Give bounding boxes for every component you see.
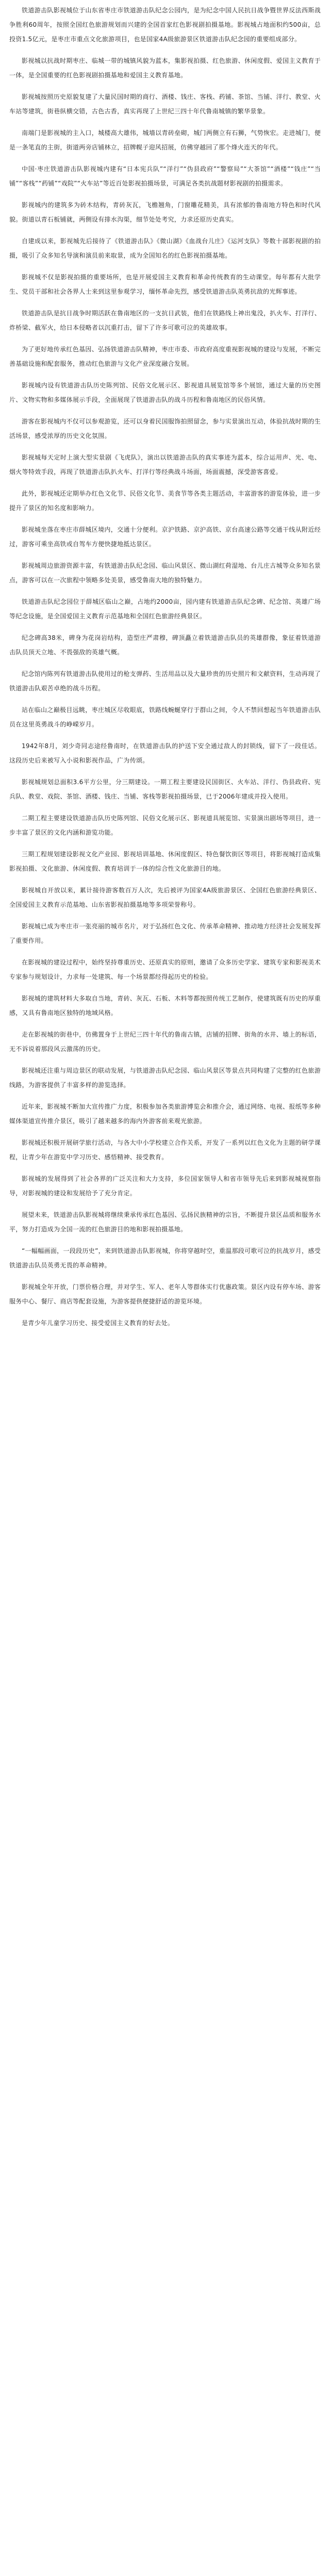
paragraph: 二期工程主要建设铁道游击队历史陈列馆、民俗文化展示区、影视道具展览馆、实景演出剧场等项目，进一步丰富了景区的文化内涵和游览功能。: [9, 815, 321, 836]
paragraph: 中国·枣庄铁道游击队影视城内建有“日本宪兵队”“洋行”“伪县政府”“警察局”“大茶馆”“酒楼”“钱庄”“当铺”“客栈”“药铺”“戏院”“火车站”等近百处影视拍摄场景，可满足各类抗战题材影视剧的拍摄需求。: [9, 165, 321, 187]
paragraph: 站在临山之巅极目远眺，枣庄城区尽收眼底，铁路线蜿蜒穿行于群山之间，令人不禁回想起当年铁道游击队员在这里英勇战斗的峥嵘岁月。: [9, 706, 321, 728]
paragraph: 铁道游击队纪念园位于薛城区临山之巅，占地约2000亩，园内建有铁道游击队纪念碑、纪念馆、英雄广场等纪念设施，是全国爱国主义教育示范基地和全国红色旅游经典景区。: [9, 598, 321, 620]
paragraph: 影视城以抗战时期枣庄、临城一带的城镇风貌为蓝本，集影视拍摄、红色旅游、休闲度假、爱国主义教育于一体，是全国重要的红色影视剧拍摄基地和爱国主义教育基地。: [9, 57, 321, 79]
paragraph: 影视城周边旅游资源丰富，有铁道游击队纪念园、临山风景区、微山湖红荷湿地、台儿庄古城等众多知名景点，游客可以在一次旅程中领略多处美景，感受鲁南大地的独特魅力。: [9, 562, 321, 584]
paragraph: 影视城内设有铁道游击队历史陈列馆、民俗文化展示区、影视道具展览馆等多个展馆，通过大量的历史图片、文物实物和多媒体展示手段，全面展现了铁道游击队的战斗历程和鲁南地区的民俗风情。: [9, 382, 321, 403]
paragraph: 在影视城的建设过程中，始终坚持尊重历史、还原真实的原则，邀请了众多历史学家、建筑专家和影视美术专家参与规划设计，力求每一处建筑、每一个场景都经得起历史的检验。: [9, 959, 321, 980]
paragraph: 影视城自开放以来，累计接待游客数百万人次，先后被评为国家4A级旅游景区、全国红色旅游经典景区、全国爱国主义教育示范基地、山东省影视拍摄基地等多项荣誉称号。: [9, 887, 321, 908]
paragraph: 影视城已成为枣庄市一张亮丽的城市名片，对于弘扬红色文化、传承革命精神、推动地方经济社会发展发挥了重要作用。: [9, 923, 321, 944]
paragraph: 影视城规划总面积3.6平方公里，分三期建设。一期工程主要建设民国街区、火车站、洋行、伪县政府、宪兵队、教堂、戏院、茶馆、酒楼、钱庄、当铺、客栈等影视拍摄场景，已于2006年建成并投入使用。: [9, 778, 321, 800]
paragraph: 影视城还注重与周边景区的联动发展，与铁道游击队纪念园、临山风景区等景点共同构建了完整的红色旅游线路，为游客提供了丰富多样的游览选择。: [9, 1067, 321, 1089]
paragraph: 铁道游击队影视城位于山东省枣庄市铁道游击队纪念公园内，是为纪念中国人民抗日战争暨世界反法西斯战争胜利60周年，按照全国红色旅游规划而兴建的全国首家红色影视剧拍摄基地。影视城占地面积约500亩，总投资1.5亿元，是枣庄市重点文化旅游项目，也是国家4A级旅游景区铁道游击队纪念园的重要组成部分。: [9, 7, 321, 43]
paragraph: 走在影视城的街巷中，仿佛置身于上世纪三四十年代的鲁南古镇，店铺的招牌、街角的水井、墙上的标语，无不诉说着那段风云激荡的历史。: [9, 1031, 321, 1053]
paragraph: 影视城不仅是影视拍摄的重要场所，也是开展爱国主义教育和革命传统教育的生动课堂。每年都有大批学生、党员干部和社会各界人士来到这里参观学习，缅怀革命先烈，感受铁道游击队英勇抗敌的光辉事迹。: [9, 274, 321, 295]
paragraph: 为了更好地传承红色基因、弘扬铁道游击队精神，枣庄市委、市政府高度重视影视城的建设与发展，不断完善基础设施和配套服务，推动红色旅游与文化产业深度融合发展。: [9, 346, 321, 367]
paragraph: 影视城每天定时上演大型实景剧《飞虎队》，演出以铁道游击队的真实事迹为蓝本，综合运用声、光、电、烟火等特效手段，再现了铁道游击队扒火车、打洋行等经典战斗场面，场面震撼，深受游客喜爱。: [9, 454, 321, 476]
paragraph: 此外，影视城还定期举办红色文化节、民俗文化节、美食节等各类主题活动，丰富游客的游览体验，进一步提升了景区的知名度和影响力。: [9, 490, 321, 512]
paragraph: 影视城还积极开展研学旅行活动，与各大中小学校建立合作关系，开发了一系列以红色文化为主题的研学课程，让青少年在游览中学习历史、感悟精神、接受教育。: [9, 1139, 321, 1161]
paragraph: 影视城内的建筑多为砖木结构，青砖灰瓦，飞檐翘角，门窗雕花精美，具有浓郁的鲁南地方特色和时代风貌。街道以青石板铺就，两侧设有排水沟渠，细节处处考究，力求还原历史真实。: [9, 201, 321, 223]
paragraph: 影视城全年开放，门票价格合理，并对学生、军人、老年人等群体实行优惠政策。景区内设有停车场、游客服务中心、餐厅、商店等配套设施，为游客提供便捷舒适的游览环境。: [9, 1283, 321, 1305]
paragraph: 纪念馆内陈列有铁道游击队使用过的枪支弹药、生活用品以及大量珍贵的历史照片和文献资料，生动再现了铁道游击队艰苦卓绝的战斗历程。: [9, 670, 321, 692]
paragraph: 南端门是影视城的主入口，城楼高大雄伟，城墙以青砖垒砌，城门两侧立有石狮，气势恢宏。走进城门，便是一条笔直的主街，街道两旁店铺林立，招牌幌子迎风招展，仿佛穿越回了那个烽火连天的年代。: [9, 129, 321, 151]
paragraph: 影视城坐落在枣庄市薛城区境内，交通十分便利。京沪铁路、京沪高铁、京台高速公路等交通干线从附近经过，游客可乘坐高铁或自驾车方便快捷地抵达景区。: [9, 526, 321, 548]
paragraph: 是青少年儿童学习历史、接受爱国主义教育的好去处。: [22, 1319, 174, 1327]
paragraph: “一幅幅画面，一段段历史”，来到铁道游击队影视城，你将穿越时空，重温那段可歌可泣的抗战岁月，感受铁道游击队员英勇无畏的革命精神。: [9, 1247, 321, 1269]
paragraph: 游客在影视城内不仅可以参观游览，还可以身着民国服饰拍照留念，参与实景演出互动，体验抗战时期的生活场景，感受浓厚的历史文化氛围。: [9, 418, 321, 439]
paragraph: 展望未来，铁道游击队影视城将继续秉承传承红色基因、弘扬民族精神的宗旨，不断提升景区品质和服务水平，努力打造成为全国一流的红色旅游目的地和影视拍摄基地。: [9, 1211, 321, 1233]
paragraph: 自建成以来，影视城先后接待了《铁道游击队》《微山湖》《血战台儿庄》《运河支队》等数十部影视剧的拍摄，吸引了众多知名导演和演员前来取景，成为全国知名的红色影视拍摄基地。: [9, 238, 321, 259]
paragraph: 近年来，影视城不断加大宣传推广力度，积极参加各类旅游博览会和推介会，通过网络、电视、报纸等多种媒体渠道宣传推介景区，吸引了越来越多的海内外游客前来观光旅游。: [9, 1103, 321, 1125]
paragraph: 影视城的建筑材料大多取自当地，青砖、灰瓦、石板、木料等都按照传统工艺制作，使建筑既有历史的厚重感，又具有鲁南地区独特的地域风格。: [9, 995, 321, 1016]
paragraph: 影视城按照历史原貌复建了大量民国时期的商行、酒楼、钱庄、客栈、药铺、茶馆、当铺、洋行、教堂、火车站等建筑，街巷纵横交错，古色古香，真实再现了上世纪三四十年代鲁南城镇的繁华景象。: [9, 93, 321, 115]
paragraph: 影视城的发展得到了社会各界的广泛关注和大力支持，多位国家领导人和省市领导先后来到影视城视察指导，对影视城的建设和发展给予了充分肯定。: [9, 1175, 321, 1197]
article-body: [9, 3, 321, 1330]
paragraph: 铁道游击队是抗日战争时期活跃在鲁南地区的一支抗日武装，他们在铁路线上神出鬼没，扒火车、打洋行、炸桥梁、截军火，给日本侵略者以沉重打击，留下了许多可歌可泣的英雄故事。: [9, 310, 321, 331]
paragraph: 纪念碑高38米，碑身为花岗岩结构，造型庄严肃穆，碑顶矗立着铁道游击队员的英雄群像，象征着铁道游击队员顶天立地、不畏强敌的英雄气概。: [9, 634, 321, 656]
paragraph: 三期工程规划建设影视文化产业园、影视培训基地、休闲度假区、特色餐饮街区等项目，将影视城打造成集影视拍摄、文化旅游、休闲度假、教育培训于一体的综合性文化旅游目的地。: [9, 851, 321, 872]
paragraph: 1942年8月，刘少奇同志途经鲁南时，在铁道游击队的护送下安全通过敌人的封锁线，留下了一段佳话。这段历史后来被写入小说和影视作品，广为传颂。: [9, 742, 321, 764]
